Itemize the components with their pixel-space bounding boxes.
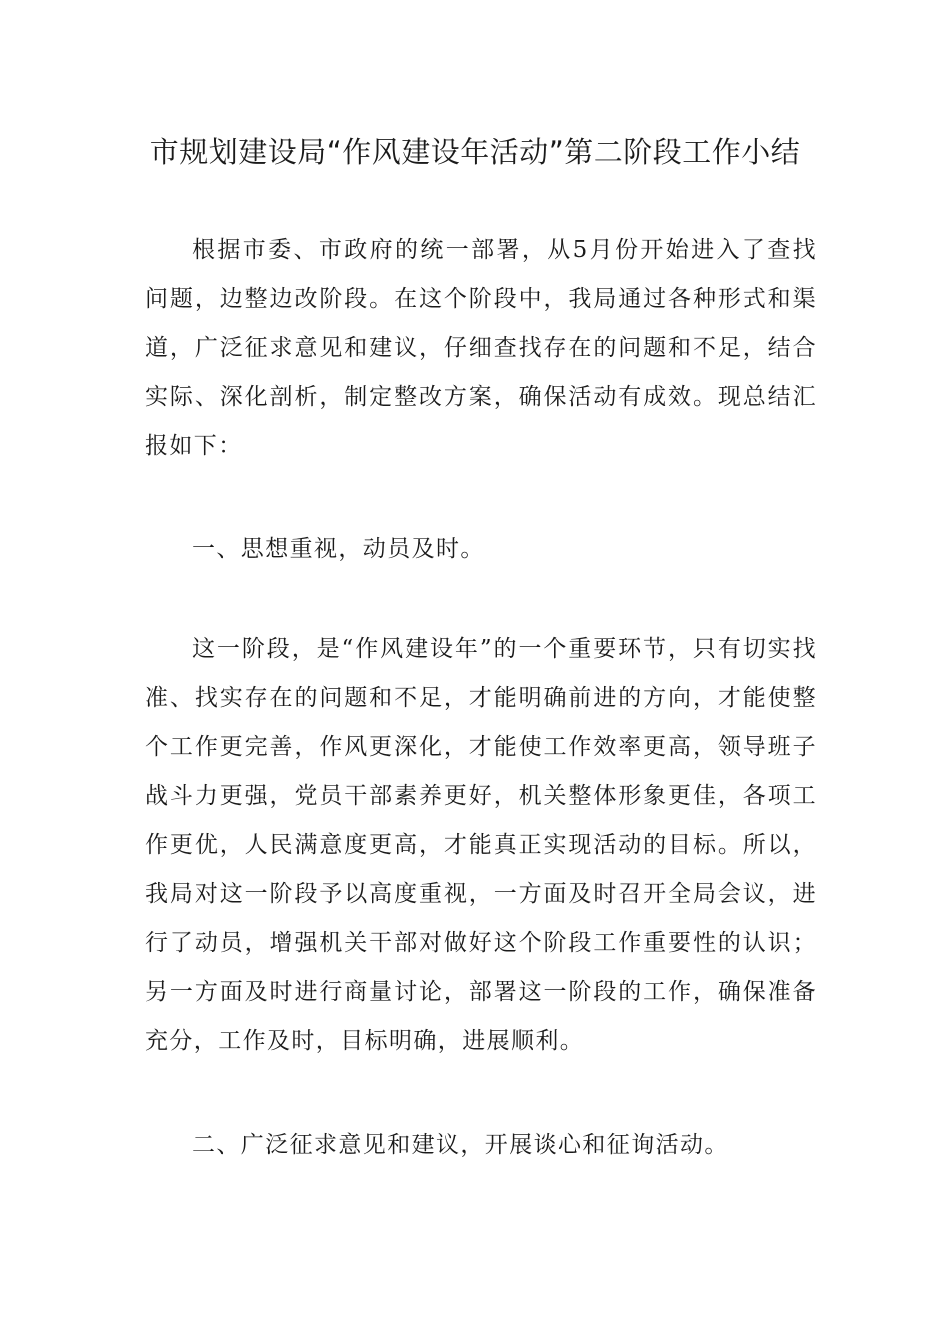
document-title: 市规划建设局“作风建设年活动”第二阶段工作小结: [149, 135, 801, 169]
intro-paragraph: 根据市委、市政府的统一部署，从5月份开始进入了查找问题，边整边改阶段。在这个阶段中，我局通过各种形式和渠道，广泛征求意见和建议，仔细查找存在的问题和不足，结合实际、深化剖析，制定整改方案，确保活动有成效。现总结汇报如下：: [145, 237, 817, 459]
section-heading-1: 一、思想重视，动员及时。: [192, 536, 485, 562]
section-heading-2: 二、广泛征求意见和建议，开展谈心和征询活动。: [192, 1132, 729, 1158]
section-1-paragraph: 这一阶段，是“作风建设年”的一个重要环节，只有切实找准、找实存在的问题和不足，才能明确前进的方向，才能使整个工作更完善，作风更深化，才能使工作效率更高，领导班子战斗力更强，党员干部素养更好，机关整体形象更佳，各项工作更优，人民满意度更高，才能真正实现活动的目标。所以，我局对这一阶段予以高度重视，一方面及时召开全局会议，进行了动员，增强机关干部对做好这个阶段工作重要性的认识；另一方面及时进行商量讨论，部署这一阶段的工作，确保准备充分，工作及时，目标明确，进展顺利。: [145, 636, 817, 1054]
